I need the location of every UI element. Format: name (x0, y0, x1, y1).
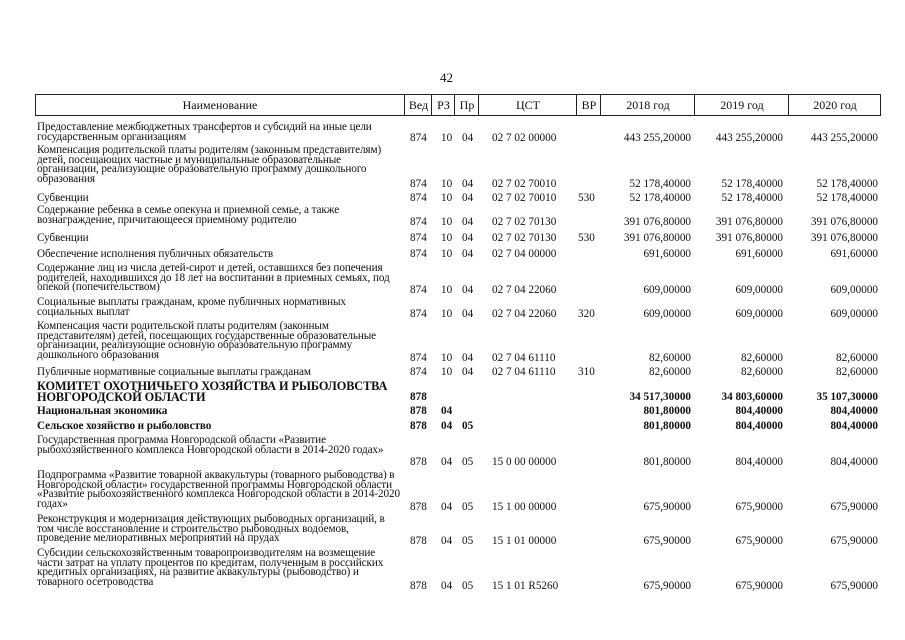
cell-pr: 05 (462, 456, 474, 468)
cell-2019: 609,00000 (735, 308, 783, 320)
table-header (35, 94, 881, 116)
cell-2018: 34 517,30000 (629, 391, 691, 403)
cell-2019: 675,90000 (735, 501, 783, 513)
cell-ved: 878 (410, 456, 427, 468)
cell-cst: 02 7 02 70010 (492, 192, 557, 204)
cell-pr: 04 (462, 308, 474, 320)
header-pr: Пр (454, 95, 479, 115)
cell-cst: 15 1 01 R5260 (492, 580, 559, 592)
cell-2018: 609,00000 (643, 284, 691, 296)
row-name: Субвенции (37, 192, 89, 204)
cell-ved: 878 (410, 420, 427, 432)
cell-rz: 10 (441, 192, 453, 204)
cell-2018: 52 178,40000 (629, 192, 691, 204)
header-2018: 2018 год (600, 95, 695, 115)
cell-2019: 82,60000 (741, 366, 783, 378)
header-name: Наименование (182, 98, 258, 112)
cell-ved: 874 (410, 308, 427, 320)
cell-rz: 10 (441, 178, 453, 190)
cell-rz: 10 (441, 308, 453, 320)
cell-pr: 04 (462, 284, 474, 296)
row-name: Обеспечение исполнения публичных обязательств (37, 248, 274, 260)
cell-cst: 02 7 04 00000 (492, 248, 557, 260)
cell-pr: 04 (462, 178, 474, 190)
table-row (37, 322, 883, 364)
cell-2019: 391 076,80000 (715, 232, 783, 244)
cell-2019: 82,60000 (741, 352, 783, 364)
table-row (37, 405, 883, 417)
cell-2018: 391 076,80000 (623, 232, 691, 244)
cell-vr: 530 (578, 232, 595, 244)
cell-pr: 04 (462, 366, 474, 378)
cell-pr: 05 (462, 420, 474, 432)
cell-ved: 878 (410, 405, 427, 417)
cell-2018: 391 076,80000 (623, 216, 691, 228)
row-name: Содержание лиц из числа детей-сирот и детей, оставшихся без попечения родителей, находившихся до 18 лет на воспитании в приемных семьях, под опекой (попечительством) (37, 262, 390, 294)
cell-cst: 02 7 04 61110 (492, 352, 556, 364)
cell-2020: 391 076,80000 (810, 232, 878, 244)
table-row (37, 420, 883, 432)
cell-pr: 04 (462, 216, 474, 228)
cell-2018: 801,80000 (643, 456, 691, 468)
cell-cst: 02 7 04 61110 (492, 366, 556, 378)
table-row (37, 192, 883, 204)
cell-2018: 675,90000 (643, 501, 691, 513)
row-name: Субвенции (37, 232, 89, 244)
row-name: Компенсация части родительской платы родителям (законным представителям) детей, посещающих государственные образовательные организации, реализующие основную образовательную программу дошкольного образования (37, 320, 376, 361)
cell-rz: 10 (441, 366, 453, 378)
cell-2018: 82,60000 (649, 366, 691, 378)
cell-ved: 878 (410, 580, 427, 592)
cell-2019: 609,00000 (735, 284, 783, 296)
table-row (37, 146, 883, 190)
cell-2018: 691,60000 (643, 248, 691, 260)
cell-rz: 04 (441, 501, 453, 513)
cell-2018: 443 255,20000 (623, 132, 691, 144)
cell-rz: 10 (441, 232, 453, 244)
cell-pr: 04 (462, 248, 474, 260)
cell-pr: 05 (462, 535, 474, 547)
table-row (37, 123, 883, 143)
cell-2019: 691,60000 (735, 248, 783, 260)
row-name: Предоставление межбюджетных трансфертов и субсидий на иные цели государственным организациям (37, 121, 372, 143)
cell-cst: 02 7 02 70130 (492, 216, 557, 228)
cell-2020: 675,90000 (830, 580, 878, 592)
cell-cst: 15 1 01 00000 (492, 535, 557, 547)
header-vr: ВР (576, 95, 601, 115)
cell-ved: 874 (410, 248, 427, 260)
cell-2020: 443 255,20000 (810, 132, 878, 144)
cell-2020: 52 178,40000 (816, 192, 878, 204)
cell-2019: 443 255,20000 (715, 132, 783, 144)
table-row (37, 381, 883, 403)
table-row (37, 366, 883, 378)
cell-2019: 52 178,40000 (721, 178, 783, 190)
cell-ved: 874 (410, 192, 427, 204)
cell-rz: 04 (441, 420, 453, 432)
cell-2019: 804,40000 (735, 420, 783, 432)
header-rz: РЗ (431, 95, 455, 115)
cell-rz: 10 (441, 284, 453, 296)
row-name: Содержание ребенка в семье опекуна и приемной семье, а также вознаграждение, причитающееся приемному родителю (37, 204, 340, 226)
header-2020: 2020 год (788, 95, 881, 115)
row-name: Публичные нормативные социальные выплаты гражданам (37, 366, 311, 378)
cell-2020: 82,60000 (836, 352, 878, 364)
cell-rz: 10 (441, 352, 453, 364)
cell-2020: 804,40000 (830, 420, 878, 432)
cell-2020: 35 107,30000 (816, 391, 878, 403)
row-name: Подпрограмма «Развитие товарной аквакультуры (товарного рыбоводства) в Новгородской области» государственной программы Новгородской области «Развитие рыбохозяйственного комплекса Новгородской области в 2014-2020 годах» (37, 469, 401, 510)
cell-cst: 02 7 04 22060 (492, 284, 557, 296)
cell-rz: 10 (441, 132, 453, 144)
cell-2019: 391 076,80000 (715, 216, 783, 228)
row-name: Государственная программа Новгородской области «Развитие рыбохозяйственного комплекса Новгородской области в 2014-2020 годах» (37, 434, 384, 456)
header-ved: Вед (404, 95, 432, 115)
cell-2020: 82,60000 (836, 366, 878, 378)
header-cst: ЦСТ (478, 95, 577, 115)
row-name: Субсидии сельскохозяйственным товаропроизводителям на возмещение части затрат на уплату процентов по кредитам, полученным в российских кредитных организациях, на развитие аквакультуры (рыбоводство) и товарного осетроводства (37, 547, 384, 588)
cell-2019: 675,90000 (735, 535, 783, 547)
cell-vr: 530 (578, 192, 595, 204)
cell-2019: 675,90000 (735, 580, 783, 592)
cell-rz: 04 (441, 580, 453, 592)
cell-2019: 34 803,60000 (721, 391, 783, 403)
cell-2020: 804,40000 (830, 456, 878, 468)
table-row (37, 436, 883, 470)
cell-pr: 04 (462, 132, 474, 144)
cell-pr: 05 (462, 501, 474, 513)
cell-cst: 15 1 00 00000 (492, 501, 557, 513)
cell-2020: 609,00000 (830, 308, 878, 320)
cell-rz: 04 (441, 405, 453, 417)
cell-pr: 05 (462, 580, 474, 592)
cell-2018: 675,90000 (643, 580, 691, 592)
cell-ved: 874 (410, 178, 427, 190)
row-name: Национальная экономика (37, 405, 168, 417)
table-row (37, 232, 883, 244)
cell-2019: 804,40000 (735, 405, 783, 417)
cell-cst: 02 7 04 22060 (492, 308, 557, 320)
table-row (37, 549, 883, 593)
table-row (37, 515, 883, 547)
row-name: КОМИТЕТ ОХОТНИЧЬЕГО ХОЗЯЙСТВА И РЫБОЛОВСТВА НОВГОРОДСКОЙ ОБЛАСТИ (37, 379, 388, 404)
cell-2018: 609,00000 (643, 308, 691, 320)
cell-2020: 609,00000 (830, 284, 878, 296)
cell-2020: 52 178,40000 (816, 178, 878, 190)
cell-pr: 04 (462, 352, 474, 364)
cell-rz: 10 (441, 216, 453, 228)
cell-ved: 878 (410, 501, 427, 513)
cell-2020: 391 076,80000 (810, 216, 878, 228)
cell-2020: 675,90000 (830, 501, 878, 513)
cell-ved: 874 (410, 216, 427, 228)
cell-rz: 10 (441, 248, 453, 260)
cell-2018: 675,90000 (643, 535, 691, 547)
cell-cst: 02 7 02 00000 (492, 132, 557, 144)
cell-2018: 801,80000 (643, 420, 691, 432)
cell-ved: 878 (410, 535, 427, 547)
cell-cst: 02 7 02 70130 (492, 232, 557, 244)
cell-rz: 04 (441, 456, 453, 468)
cell-2019: 52 178,40000 (721, 192, 783, 204)
table-row (37, 298, 883, 320)
table-row (37, 471, 883, 513)
table-row (37, 206, 883, 228)
cell-2020: 691,60000 (830, 248, 878, 260)
cell-ved: 874 (410, 232, 427, 244)
table-row (37, 248, 883, 260)
row-name: Социальные выплаты гражданам, кроме публичных нормативных социальных выплат (37, 296, 346, 318)
header-2019: 2019 год (694, 95, 789, 115)
cell-2018: 82,60000 (649, 352, 691, 364)
cell-2018: 52 178,40000 (629, 178, 691, 190)
row-name: Реконструкция и модернизация действующих рыбоводных организаций, в том числе восстановление и строительство рыбоводных водоемов, проведение мелиоративных мероприятий на прудах (37, 513, 385, 545)
cell-vr: 320 (578, 308, 595, 320)
cell-ved: 878 (410, 391, 427, 403)
row-name: Сельское хозяйство и рыболовство (37, 420, 212, 432)
cell-rz: 04 (441, 535, 453, 547)
page-number: 42 (440, 70, 453, 85)
cell-2020: 804,40000 (830, 405, 878, 417)
table-row (37, 264, 883, 296)
cell-ved: 874 (410, 132, 427, 144)
cell-pr: 04 (462, 232, 474, 244)
cell-pr: 04 (462, 192, 474, 204)
row-name: Компенсация родительской платы родителям (законным представителям) детей, посещающих частные и муниципальные образовательные организации, реализующие образовательную программу дошкольного образования (37, 144, 382, 185)
cell-2019: 804,40000 (735, 456, 783, 468)
cell-cst: 15 0 00 00000 (492, 456, 557, 468)
cell-2018: 801,80000 (643, 405, 691, 417)
cell-ved: 874 (410, 284, 427, 296)
cell-vr: 310 (578, 366, 595, 378)
cell-ved: 874 (410, 352, 427, 364)
cell-2020: 675,90000 (830, 535, 878, 547)
cell-ved: 874 (410, 366, 427, 378)
cell-cst: 02 7 02 70010 (492, 178, 557, 190)
